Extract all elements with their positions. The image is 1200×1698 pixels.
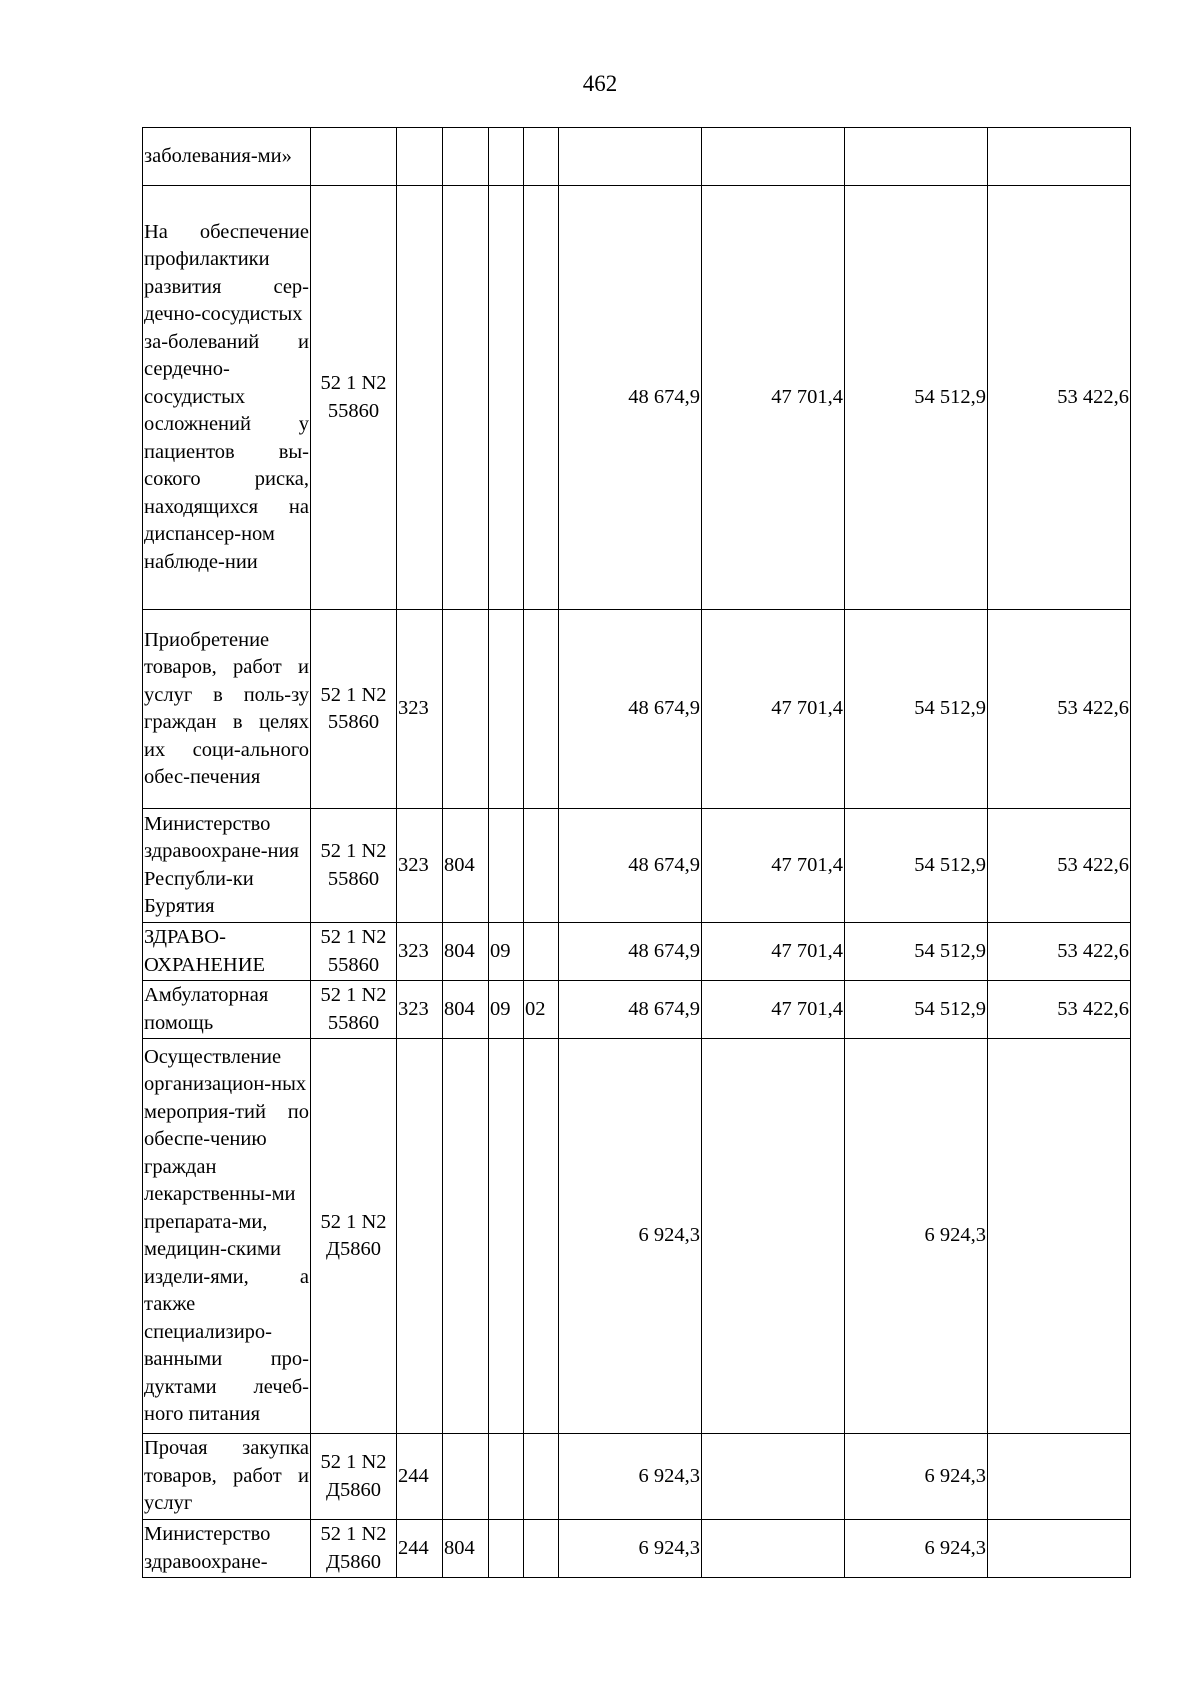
value-1-cell: 6 924,3: [559, 1434, 702, 1520]
vr-code-cell: 323: [397, 981, 443, 1039]
value-3-cell: 54 512,9: [845, 981, 988, 1039]
value-1-cell: 6 924,3: [559, 1039, 702, 1434]
value-3-cell: 54 512,9: [845, 186, 988, 610]
value-3-cell: 6 924,3: [845, 1039, 988, 1434]
value-1-cell: 48 674,9: [559, 981, 702, 1039]
value-3-cell: 6 924,3: [845, 1520, 988, 1578]
rz-code-cell: 09: [489, 923, 524, 981]
csr-code-cell: 52 1 N2 55860: [311, 923, 397, 981]
csr-code-cell: 52 1 N2 55860: [311, 610, 397, 809]
vr-code-cell: 323: [397, 923, 443, 981]
csr-code-cell: 52 1 N2 55860: [311, 186, 397, 610]
value-2-cell: [702, 1039, 845, 1434]
value-2-cell: 47 701,4: [702, 981, 845, 1039]
row-name-cell: Осуществление организацион-ных мероприя-тий по обеспе-чению граждан лекарственны-ми препарата-ми, медицин-скими издели-ями, а также специализиро-ванными про-дуктами лечеб-ного питания: [143, 1039, 311, 1434]
csr-code-cell: 52 1 N2 Д5860: [311, 1434, 397, 1520]
gr-code-cell: 804: [443, 1520, 489, 1578]
gr-code-cell: 804: [443, 981, 489, 1039]
rz-code-cell: [489, 1434, 524, 1520]
value-4-cell: 53 422,6: [988, 923, 1131, 981]
row-name-cell: Министерство здравоохране-ния Республи-ки Бурятия: [143, 809, 311, 923]
table-row: [143, 981, 1131, 1039]
rz-code-cell: [489, 186, 524, 610]
value-4-cell: [988, 1520, 1131, 1578]
value-4-cell: 53 422,6: [988, 610, 1131, 809]
gr-code-cell: [443, 1434, 489, 1520]
page-number: 462: [582, 71, 618, 96]
value-1-cell: 48 674,9: [559, 186, 702, 610]
rz-code-cell: [489, 809, 524, 923]
vr-code-cell: [397, 128, 443, 186]
row-name-cell: заболевания-ми»: [143, 128, 311, 186]
value-2-cell: 47 701,4: [702, 809, 845, 923]
vr-code-cell: [397, 1039, 443, 1434]
vr-code-cell: 244: [397, 1520, 443, 1578]
vr-code-cell: [397, 186, 443, 610]
pr-code-cell: [524, 1434, 559, 1520]
value-2-cell: 47 701,4: [702, 186, 845, 610]
row-name-cell: Прочая закупка товаров, работ и услуг: [143, 1434, 311, 1520]
pr-code-cell: [524, 1039, 559, 1434]
value-2-cell: [702, 128, 845, 186]
pr-code-cell: 02: [524, 981, 559, 1039]
value-1-cell: 48 674,9: [559, 923, 702, 981]
pr-code-cell: [524, 128, 559, 186]
gr-code-cell: [443, 128, 489, 186]
pr-code-cell: [524, 923, 559, 981]
table-row: [143, 923, 1131, 981]
csr-code-cell: [311, 128, 397, 186]
value-1-cell: 6 924,3: [559, 1520, 702, 1578]
csr-code-cell: 52 1 N2 55860: [311, 809, 397, 923]
row-name-cell: ЗДРАВО-ОХРАНЕНИЕ: [143, 923, 311, 981]
table-row: [143, 1434, 1131, 1520]
value-4-cell: [988, 1039, 1131, 1434]
table-row: [143, 1520, 1131, 1578]
value-4-cell: 53 422,6: [988, 981, 1131, 1039]
csr-code-cell: 52 1 N2 Д5860: [311, 1039, 397, 1434]
row-name-cell: Приобретение товаров, работ и услуг в поль-зу граждан в целях их соци-ального обес-печения: [143, 610, 311, 809]
gr-code-cell: 804: [443, 809, 489, 923]
value-4-cell: [988, 128, 1131, 186]
row-name-cell: Министерство здравоохране-: [143, 1520, 311, 1578]
gr-code-cell: [443, 186, 489, 610]
table-row: [143, 186, 1131, 610]
pr-code-cell: [524, 610, 559, 809]
value-3-cell: 54 512,9: [845, 809, 988, 923]
pr-code-cell: [524, 809, 559, 923]
gr-code-cell: [443, 610, 489, 809]
value-3-cell: 54 512,9: [845, 610, 988, 809]
value-1-cell: 48 674,9: [559, 809, 702, 923]
vr-code-cell: 244: [397, 1434, 443, 1520]
value-4-cell: [988, 1434, 1131, 1520]
row-name-cell: Амбулаторная помощь: [143, 981, 311, 1039]
value-2-cell: 47 701,4: [702, 610, 845, 809]
value-3-cell: [845, 128, 988, 186]
pr-code-cell: [524, 186, 559, 610]
value-4-cell: 53 422,6: [988, 186, 1131, 610]
value-2-cell: [702, 1520, 845, 1578]
gr-code-cell: 804: [443, 923, 489, 981]
value-2-cell: [702, 1434, 845, 1520]
value-1-cell: 48 674,9: [559, 610, 702, 809]
csr-code-cell: 52 1 N2 Д5860: [311, 1520, 397, 1578]
pr-code-cell: [524, 1520, 559, 1578]
vr-code-cell: 323: [397, 610, 443, 809]
value-2-cell: 47 701,4: [702, 923, 845, 981]
value-4-cell: 53 422,6: [988, 809, 1131, 923]
table-row: [143, 1039, 1131, 1434]
gr-code-cell: [443, 1039, 489, 1434]
rz-code-cell: [489, 128, 524, 186]
budget-table: [142, 127, 1131, 1578]
rz-code-cell: [489, 610, 524, 809]
csr-code-cell: 52 1 N2 55860: [311, 981, 397, 1039]
value-3-cell: 6 924,3: [845, 1434, 988, 1520]
vr-code-cell: 323: [397, 809, 443, 923]
table-row: [143, 809, 1131, 923]
table-row: [143, 610, 1131, 809]
rz-code-cell: [489, 1520, 524, 1578]
value-1-cell: [559, 128, 702, 186]
rz-code-cell: [489, 1039, 524, 1434]
table-row: [143, 128, 1131, 186]
value-3-cell: 54 512,9: [845, 923, 988, 981]
row-name-cell: На обеспечение профилактики развития сер-дечно-сосудистых за-болеваний и сердечно-сосудистых осложнений у пациентов вы-сокого риска, находящихся на диспансер-ном наблюде-нии: [143, 186, 311, 610]
rz-code-cell: 09: [489, 981, 524, 1039]
